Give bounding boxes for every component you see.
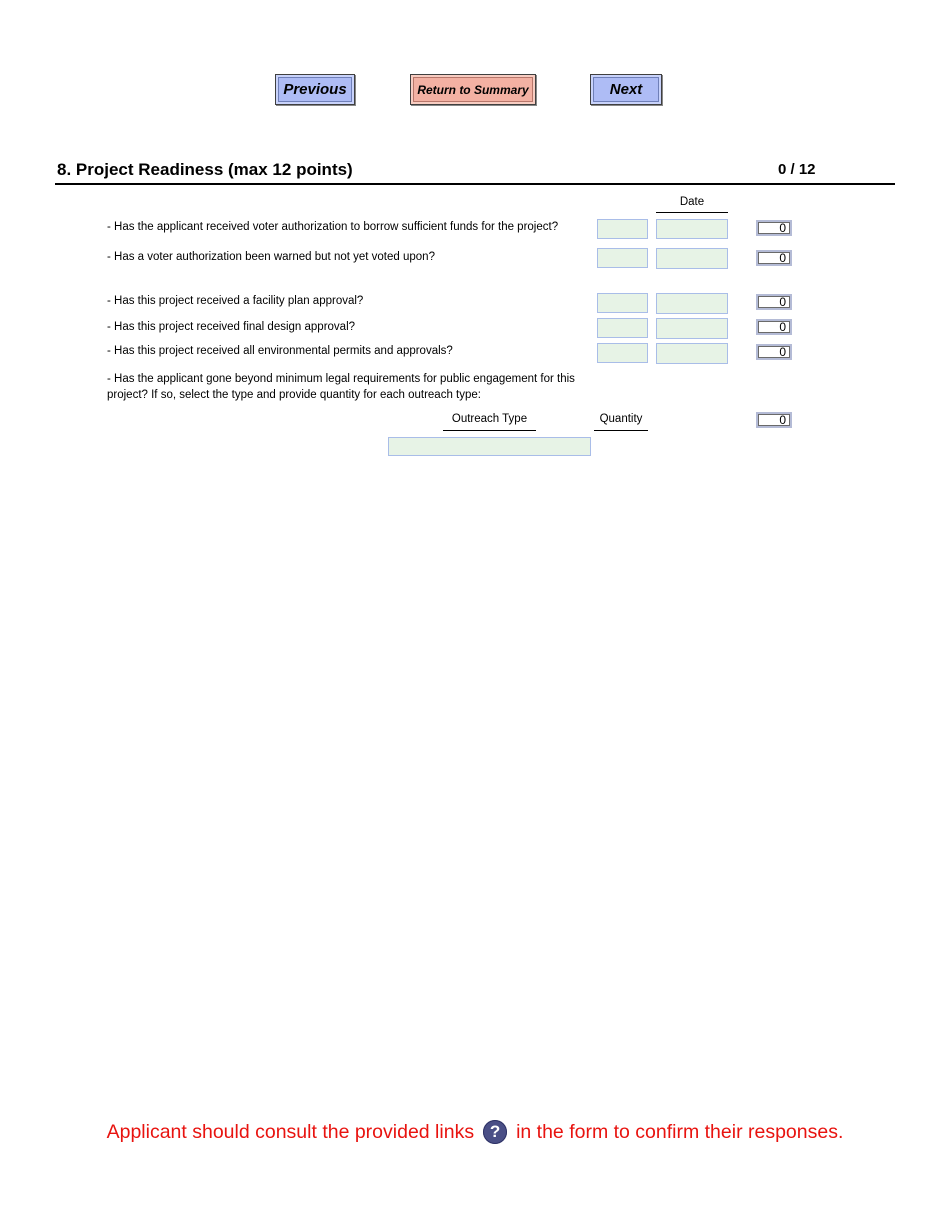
final-design-answer-field[interactable] bbox=[597, 318, 648, 338]
voter-warned-date-field[interactable] bbox=[656, 248, 728, 269]
question-environmental-permits: - Has this project received all environmental permits and approvals? bbox=[107, 345, 453, 357]
question-final-design: - Has this project received final design approval? bbox=[107, 321, 356, 333]
footer-note-text-before: Applicant should consult the provided links bbox=[106, 1120, 475, 1143]
voter-authorization-points: 0 bbox=[756, 220, 792, 236]
question-voter-authorization: - Has the applicant received voter authorization to borrow sufficient funds for the project? bbox=[107, 221, 559, 233]
environmental-permits-date-field[interactable] bbox=[656, 343, 728, 364]
facility-plan-date-field[interactable] bbox=[656, 293, 728, 314]
section-title: 8. Project Readiness (max 12 points) bbox=[57, 160, 353, 179]
outreach-type-select[interactable] bbox=[388, 437, 591, 456]
voter-authorization-date-field[interactable] bbox=[656, 219, 728, 239]
voter-warned-answer-field[interactable] bbox=[597, 248, 648, 268]
section-divider bbox=[55, 183, 895, 185]
environmental-permits-points: 0 bbox=[756, 344, 792, 360]
quantity-header-rule bbox=[594, 430, 648, 431]
outreach-type-column-header: Outreach Type bbox=[451, 413, 528, 425]
facility-plan-answer-field[interactable] bbox=[597, 293, 648, 313]
final-design-date-field[interactable] bbox=[656, 318, 728, 339]
question-public-engagement: - Has the applicant gone beyond minimum legal requirements for public engagement for this project? If so, select the type and provide quantity for each outreach type: bbox=[107, 373, 575, 401]
footer-note-text-after: in the form to confirm their responses. bbox=[516, 1120, 844, 1143]
section-score: 0 / 12 bbox=[778, 161, 816, 178]
help-question-icon[interactable]: ? bbox=[483, 1120, 507, 1144]
date-header-rule bbox=[656, 212, 728, 213]
environmental-permits-answer-field[interactable] bbox=[597, 343, 648, 363]
final-design-points: 0 bbox=[756, 319, 792, 335]
voter-warned-points: 0 bbox=[756, 250, 792, 266]
question-facility-plan: - Has this project received a facility plan approval? bbox=[107, 295, 364, 307]
facility-plan-points: 0 bbox=[756, 294, 792, 310]
return-to-summary-button[interactable]: Return to Summary bbox=[410, 74, 536, 105]
date-column-header: Date bbox=[679, 196, 705, 208]
outreach-type-header-rule bbox=[443, 430, 536, 431]
question-voter-warned: - Has a voter authorization been warned but not yet voted upon? bbox=[107, 251, 435, 263]
footer-note bbox=[0, 1120, 950, 1144]
public-engagement-points: 0 bbox=[756, 412, 792, 428]
quantity-column-header: Quantity bbox=[599, 413, 643, 425]
previous-button[interactable]: Previous bbox=[275, 74, 355, 105]
voter-authorization-answer-field[interactable] bbox=[597, 219, 648, 239]
next-button[interactable]: Next bbox=[590, 74, 662, 105]
